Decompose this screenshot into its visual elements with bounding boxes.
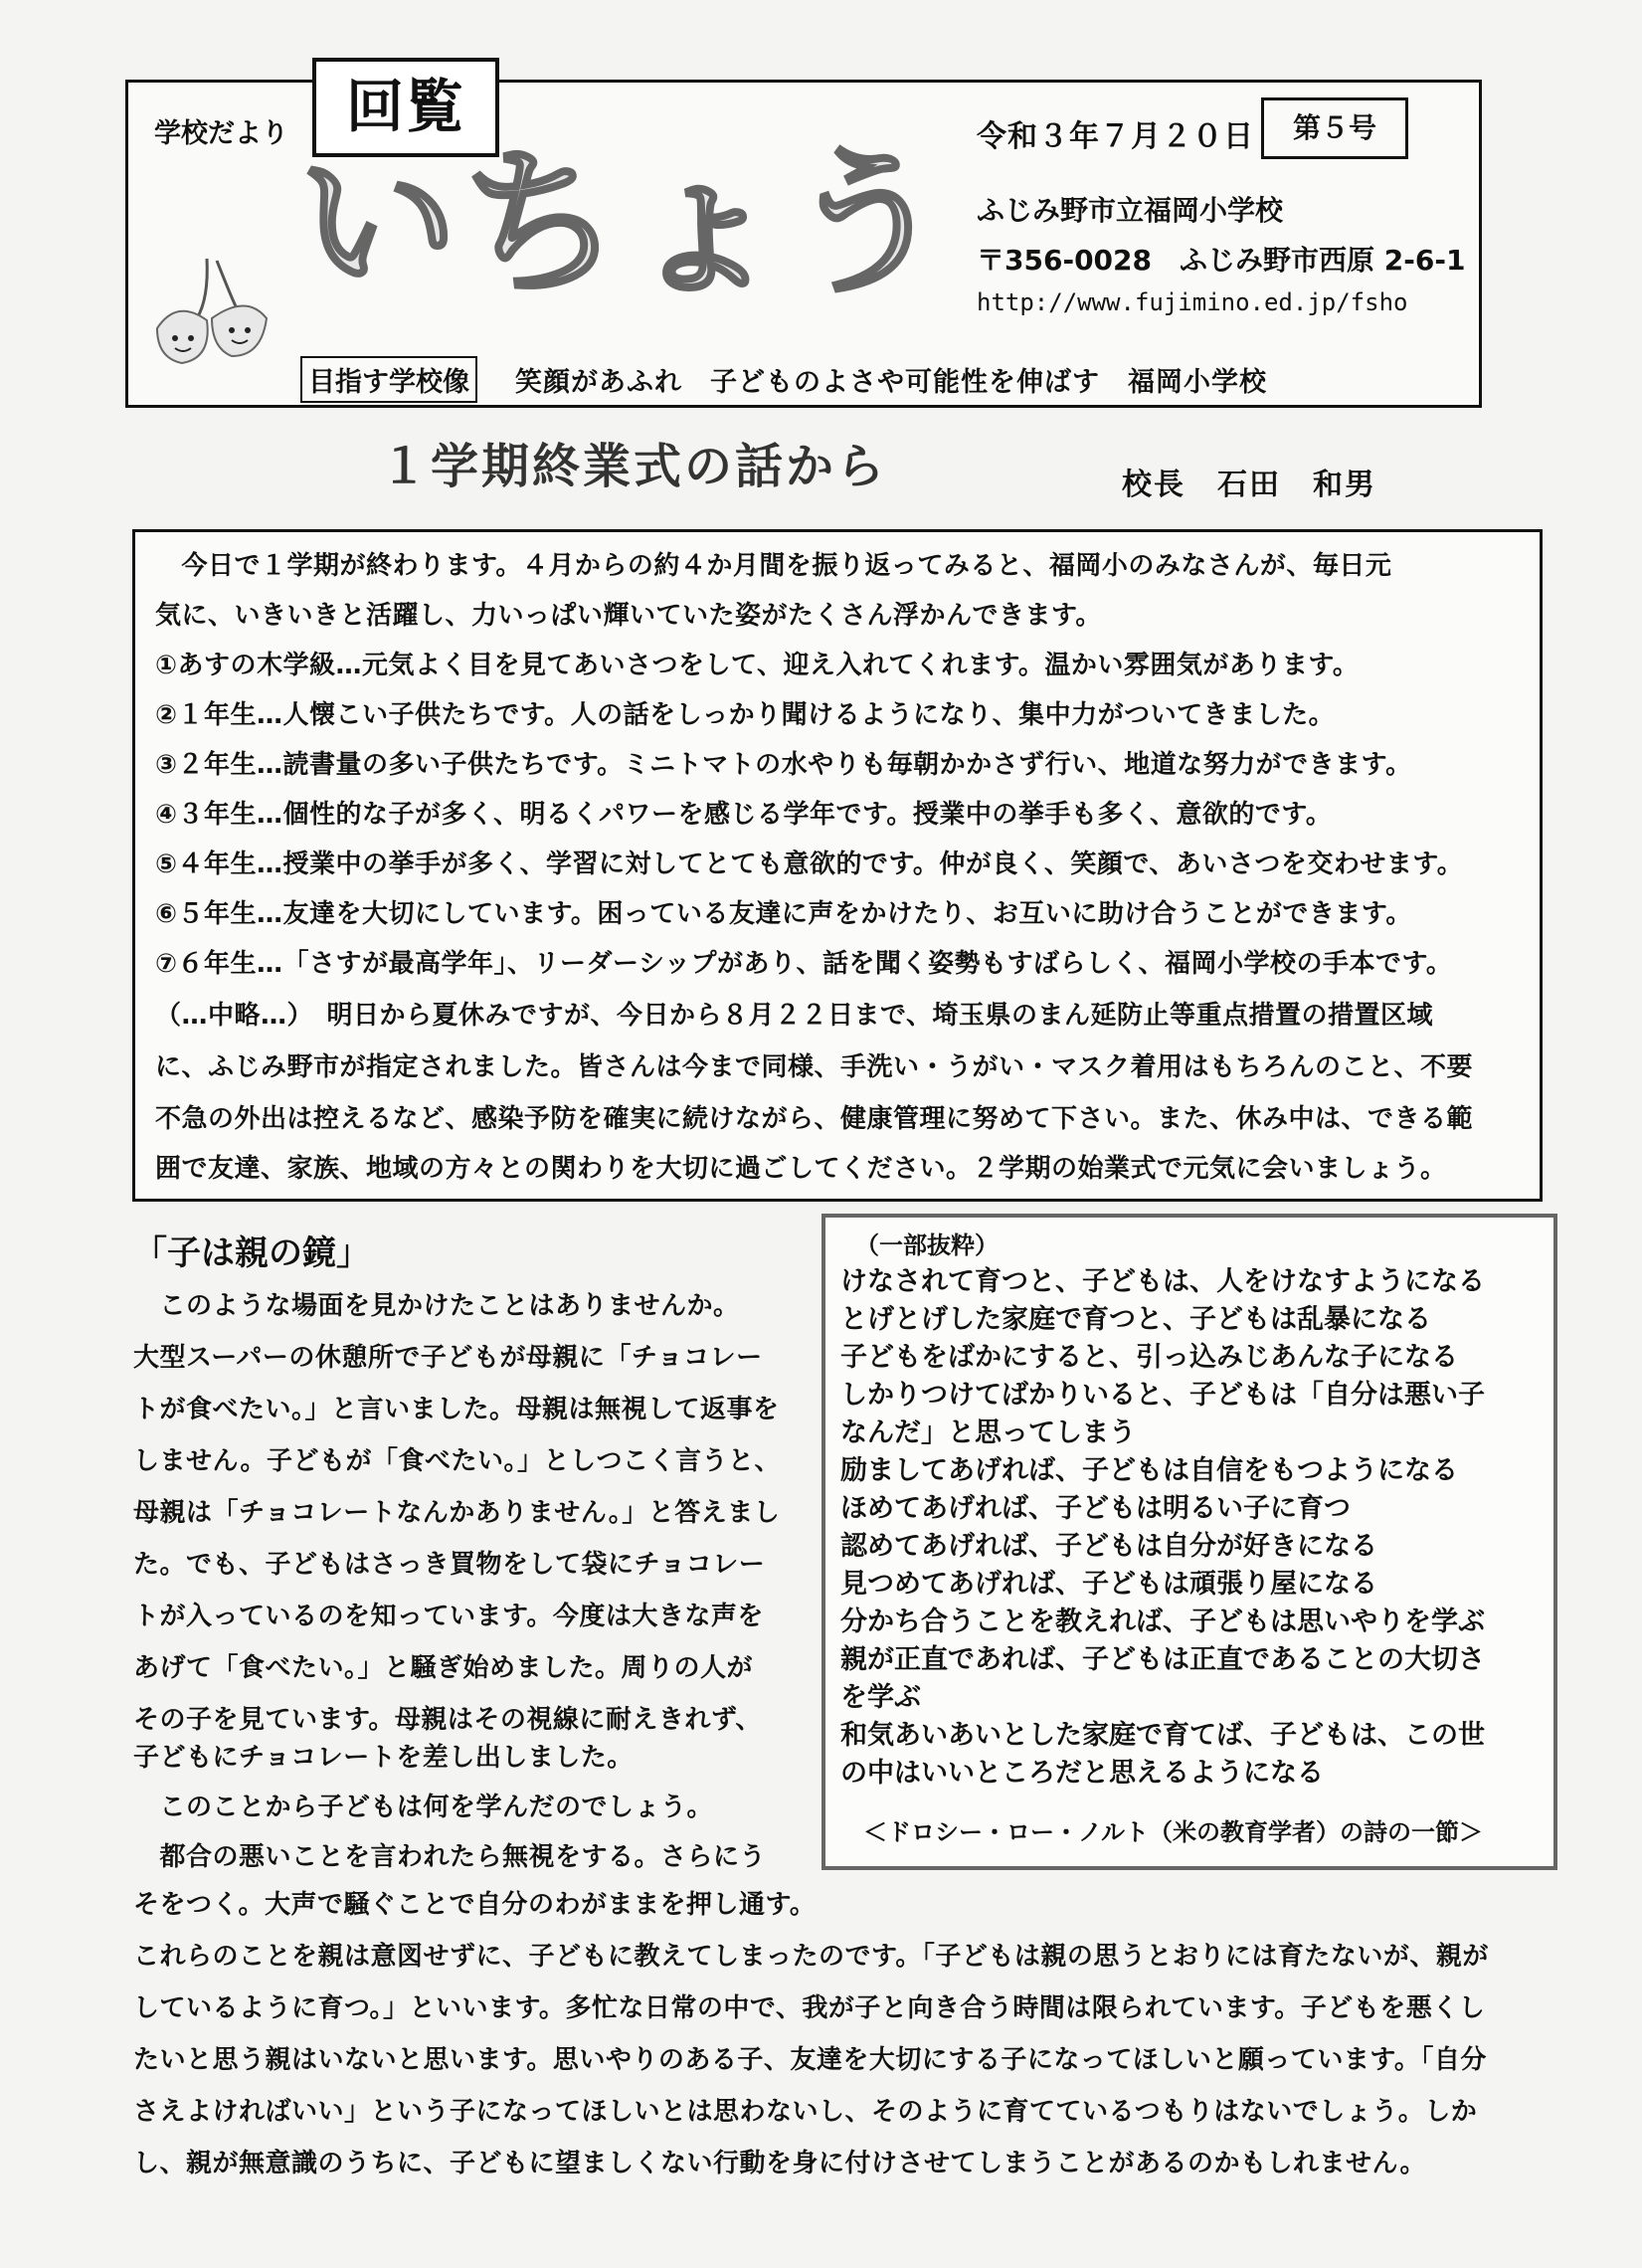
poem-line: とげとげした家庭で育つと、子どもは乱暴になる xyxy=(840,1304,1431,1335)
body-line: し、親が無意識のうちに、子どもに望ましくない行動を身に付けさせてしまうことがあるのかもしれません。 xyxy=(133,2149,1427,2178)
issue-date: 令和３年７月２０日 xyxy=(977,119,1254,154)
body-line: このような場面を見かけたことはありませんか。 xyxy=(133,1291,740,1321)
newsletter-title: いちょう xyxy=(298,130,952,316)
message-line: （…中略…） 明日から夏休みですが、今日から８月２２日まで、埼玉県のまん延防止等重点措置の措置区域 xyxy=(155,1001,1433,1031)
poem-line: 見つめてあげれば、子どもは頑張り屋になる xyxy=(840,1569,1377,1600)
poem-line: ほめてあげれば、子どもは明るい子に育つ xyxy=(840,1493,1351,1524)
message-line: 気に、いきいきと活躍し、力いっぱい輝いていた姿がたくさん浮かんできます。 xyxy=(155,601,1102,631)
message-line: ①あすの木学級…元気よく目を見てあいさつをして、迎え入れてくれます。温かい雰囲気があります。 xyxy=(155,651,1360,680)
school-url[interactable]: http://www.fujimino.ed.jp/fsho xyxy=(977,288,1408,316)
body-line: これらのことを親は意図せずに、子どもに教えてしまったのです。「子どもは親の思うとおりには育たないが、親が xyxy=(133,1942,1489,1972)
body-line: トが食べたい。」と言いました。母親は無視して返事を xyxy=(133,1395,780,1424)
message-line: ②１年生…人懐こい子供たちです。人の話をしっかり聞けるようになり、集中力がついてきました。 xyxy=(155,700,1336,730)
body-line: 大型スーパーの休憩所で子どもが母親に「チョコレー xyxy=(133,1343,763,1373)
newsletter-label: 学校だより xyxy=(154,118,288,149)
poem-line: を学ぶ xyxy=(840,1682,921,1713)
motto-text: 笑顔があふれ 子どものよさや可能性を伸ばす 福岡小学校 xyxy=(515,367,1267,398)
article-title: １学期終業式の話から xyxy=(380,439,888,494)
ginkgo-leaves-icon xyxy=(137,239,286,388)
article-title: 「子は親の鏡」 xyxy=(133,1233,370,1273)
poem-line: けなされて育つと、子どもは、人をけなすようになる xyxy=(840,1266,1485,1297)
motto-label: 目指す学校像 xyxy=(300,356,477,403)
message-line: に、ふじみ野市が指定されました。皆さんは今まで同様、手洗い・うがい・マスク着用はもちろんのこと、不要 xyxy=(155,1052,1474,1082)
poem-line: 認めてあげれば、子どもは自分が好きになる xyxy=(840,1531,1377,1562)
body-line: このことから子どもは何を学んだのでしょう。 xyxy=(133,1793,714,1822)
message-line: ⑦６年生…「さすが最高学年」、リーダーシップがあり、話を聞く姿勢もすばらしく、福岡小学校の手本です。 xyxy=(155,949,1453,979)
message-line: ⑥５年生…友達を大切にしています。困っている友達に声をかけたり、お互いに助け合うことができます。 xyxy=(155,899,1412,929)
body-line: た。でも、子どもはさっき買物をして袋にチョコレー xyxy=(133,1550,766,1580)
message-line: 不急の外出は控えるなど、感染予防を確実に続けながら、健康管理に努めて下さい。また、休み中は、できる範 xyxy=(155,1104,1474,1134)
message-line: ③２年生…読書量の多い子供たちです。ミニトマトの水やりも毎朝かかさず行い、地道な努力ができます。 xyxy=(155,750,1412,780)
body-line: 子どもにチョコレートを差し出しました。 xyxy=(133,1743,634,1773)
school-name: ふじみ野市立福岡小学校 xyxy=(977,194,1284,227)
body-line: あげて「食べたい。」と騒ぎ始めました。周りの人が xyxy=(133,1653,754,1683)
circulation-stamp: 回覧 xyxy=(312,58,499,157)
body-line: その子を見ています。母親はその視線に耐えきれず、 xyxy=(133,1705,762,1735)
body-line: 母親は「チョコレートなんかありません。」と答えまし xyxy=(133,1498,781,1528)
poem-line: 親が正直であれば、子どもは正直であることの大切さ xyxy=(840,1644,1485,1675)
school-address: 〒356-0028 ふじみ野市西原 2-6-1 xyxy=(977,244,1466,277)
body-line: しているように育つ。」といいます。多忙な日常の中で、我が子と向き合う時間は限られています。子どもを悪くし xyxy=(133,1993,1486,2023)
poem-line: 和気あいあいとした家庭で育てば、子どもは、この世 xyxy=(840,1720,1485,1751)
poem-credit: ＜ドロシー・ロー・ノルト（米の教育学者）の詩の一節＞ xyxy=(863,1818,1484,1846)
body-line: さえよければいい」という子になってほしいとは思わないし、そのように育てているつもりはないでしょう。しか xyxy=(133,2097,1478,2127)
body-line: たいと思う親はいないと思います。思いやりのある子、友達を大切にする子になってほしいと願っています。「自分 xyxy=(133,2045,1487,2075)
body-line: トが入っているのを知っています。今度は大きな声を xyxy=(133,1602,764,1631)
poem-line: 子どもをばかにすると、引っ込みじあんな子になる xyxy=(840,1342,1458,1373)
poem-line: しかりつけてばかりいると、子どもは「自分は悪い子 xyxy=(840,1380,1485,1411)
body-line: 都合の悪いことを言われたら無視をする。さらにう xyxy=(133,1842,767,1872)
message-line: ⑤４年生…授業中の挙手が多く、学習に対してとても意欲的です。仲が良く、笑顔で、あいさつを交わせます。 xyxy=(155,850,1464,879)
poem-line: なんだ」と思ってしまう xyxy=(840,1418,1136,1448)
message-line: 囲で友達、家族、地域の方々との関わりを大切に過ごしてください。２学期の始業式で元気に会いましょう。 xyxy=(155,1154,1447,1184)
poem-line: 励ましてあげれば、子どもは自信をもつようになる xyxy=(840,1455,1458,1486)
message-line: ④３年生…個性的な子が多く、明るくパワーを感じる学年です。授業中の挙手も多く、意欲的です。 xyxy=(155,800,1333,830)
body-line: そをつく。大声で騒ぐことで自分のわがままを押し通す。 xyxy=(133,1890,817,1920)
article-author: 校長 石田 和男 xyxy=(1122,468,1376,502)
poem-line: 分かち合うことを教えれば、子どもは思いやりを学ぶ xyxy=(840,1606,1485,1637)
poem-line: の中はいいところだと思えるようになる xyxy=(840,1758,1324,1789)
message-line: 今日で１学期が終わります。４月からの約４か月間を振り返ってみると、福岡小のみなさんが、毎日元 xyxy=(155,551,1392,581)
body-line: しません。子どもが「食べたい。」としつこく言うと、 xyxy=(133,1446,782,1476)
poem-header: （一部抜粋） xyxy=(855,1231,999,1259)
issue-number: 第５号 xyxy=(1261,97,1408,159)
